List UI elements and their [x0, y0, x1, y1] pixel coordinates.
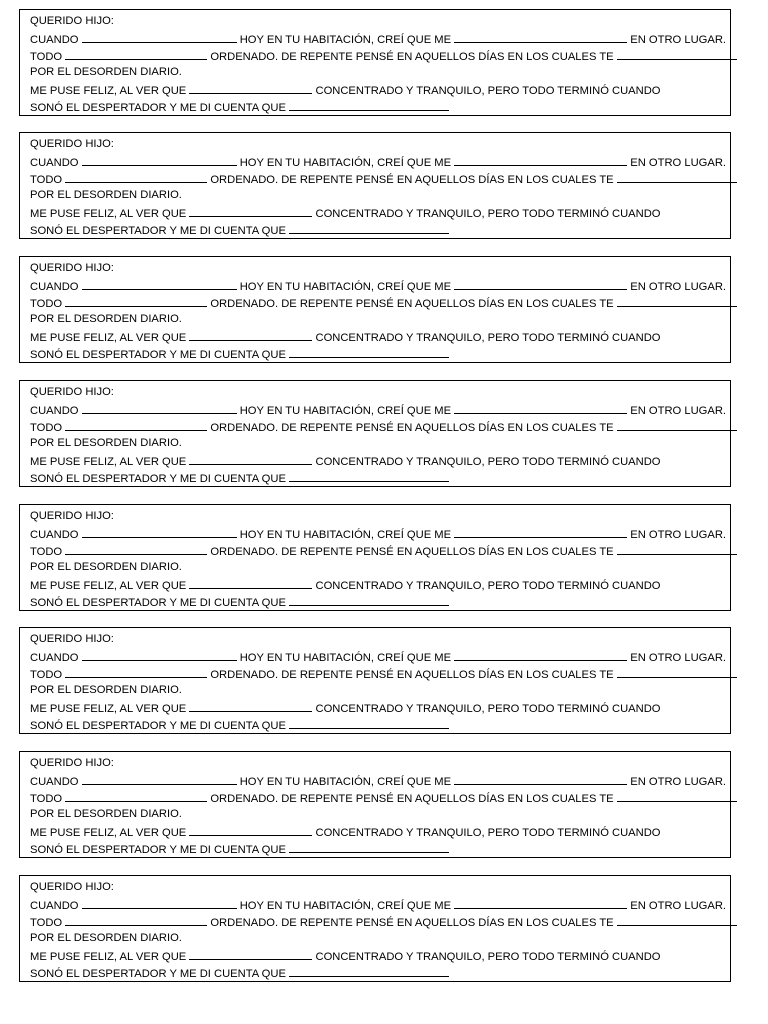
- line-desorden: [30, 932, 182, 945]
- text-otro-lugar: EN OTRO LUGAR.: [630, 776, 727, 788]
- line-despertador: [30, 842, 449, 857]
- line-todo: [30, 667, 737, 682]
- text-sono: SONÓ EL DESPERTADOR Y ME DI CUENTA QUE: [30, 968, 286, 980]
- letter-card: [19, 256, 731, 363]
- text-hoy: HOY EN TU HABITACIÓN, CREÍ QUE ME: [239, 652, 452, 664]
- text-hoy: HOY EN TU HABITACIÓN, CREÍ QUE ME: [239, 776, 452, 788]
- blank-cuales-te[interactable]: [617, 544, 737, 555]
- greeting-line: [30, 881, 114, 894]
- line-feliz: [30, 701, 660, 716]
- blank-cuando[interactable]: [82, 279, 237, 290]
- text-otro-lugar: EN OTRO LUGAR.: [630, 900, 727, 912]
- line-feliz: [30, 578, 660, 593]
- text-ordenado: ORDENADO. DE REPENTE PENSÉ EN AQUELLOS DÍAS EN LOS CUALES TE: [210, 174, 614, 186]
- text-todo: TODO: [30, 174, 63, 186]
- letter-card: [19, 504, 731, 611]
- text-desorden: POR EL DESORDEN DIARIO.: [30, 189, 182, 201]
- text-sono: SONÓ EL DESPERTADOR Y ME DI CUENTA QUE: [30, 102, 286, 114]
- line-feliz: [30, 83, 660, 98]
- text-feliz: ME PUSE FELIZ, AL VER QUE: [30, 827, 187, 839]
- blank-crei-que-me[interactable]: [454, 774, 627, 785]
- blank-cuando[interactable]: [82, 32, 237, 43]
- text-hoy: HOY EN TU HABITACIÓN, CREÍ QUE ME: [239, 405, 452, 417]
- greeting-text: QUERIDO HIJO:: [30, 510, 114, 522]
- text-cuando: CUANDO: [30, 776, 79, 788]
- line-todo: [30, 915, 737, 930]
- text-sono: SONÓ EL DESPERTADOR Y ME DI CUENTA QUE: [30, 473, 286, 485]
- blank-cuales-te[interactable]: [617, 791, 737, 802]
- line-todo: [30, 172, 737, 187]
- line-despertador: [30, 347, 449, 362]
- line-desorden: [30, 437, 182, 450]
- line-despertador: [30, 595, 449, 610]
- text-todo: TODO: [30, 669, 63, 681]
- letter-card: [19, 380, 731, 487]
- text-sono: SONÓ EL DESPERTADOR Y ME DI CUENTA QUE: [30, 720, 286, 732]
- greeting-text: QUERIDO HIJO:: [30, 262, 114, 274]
- text-feliz: ME PUSE FELIZ, AL VER QUE: [30, 208, 187, 220]
- text-todo: TODO: [30, 917, 63, 929]
- line-cuando: [30, 32, 726, 47]
- line-despertador: [30, 100, 449, 115]
- text-cuando: CUANDO: [30, 157, 79, 169]
- blank-ver-que[interactable]: [189, 206, 312, 217]
- line-feliz: [30, 949, 660, 964]
- text-ordenado: ORDENADO. DE REPENTE PENSÉ EN AQUELLOS DÍAS EN LOS CUALES TE: [210, 669, 614, 681]
- line-desorden: [30, 684, 182, 697]
- text-feliz: ME PUSE FELIZ, AL VER QUE: [30, 580, 187, 592]
- blank-ver-que[interactable]: [189, 701, 312, 712]
- text-desorden: POR EL DESORDEN DIARIO.: [30, 437, 182, 449]
- text-otro-lugar: EN OTRO LUGAR.: [630, 281, 727, 293]
- line-desorden: [30, 561, 182, 574]
- greeting-line: [30, 510, 114, 523]
- text-ordenado: ORDENADO. DE REPENTE PENSÉ EN AQUELLOS DÍAS EN LOS CUALES TE: [210, 298, 614, 310]
- greeting-text: QUERIDO HIJO:: [30, 15, 114, 27]
- text-todo: TODO: [30, 298, 63, 310]
- line-cuando: [30, 774, 726, 789]
- blank-todo[interactable]: [65, 296, 207, 307]
- letter-card: [19, 9, 731, 116]
- blank-crei-que-me[interactable]: [454, 155, 627, 166]
- text-todo: TODO: [30, 51, 63, 63]
- text-cuando: CUANDO: [30, 34, 79, 46]
- text-cuando: CUANDO: [30, 529, 79, 541]
- line-despertador: [30, 223, 449, 238]
- text-concentrado: CONCENTRADO Y TRANQUILO, PERO TODO TERMINÓ CUANDO: [315, 827, 661, 839]
- greeting-text: QUERIDO HIJO:: [30, 757, 114, 769]
- text-concentrado: CONCENTRADO Y TRANQUILO, PERO TODO TERMINÓ CUANDO: [315, 703, 661, 715]
- line-todo: [30, 420, 737, 435]
- text-sono: SONÓ EL DESPERTADOR Y ME DI CUENTA QUE: [30, 225, 286, 237]
- text-hoy: HOY EN TU HABITACIÓN, CREÍ QUE ME: [239, 34, 452, 46]
- blank-ver-que[interactable]: [189, 454, 312, 465]
- blank-crei-que-me[interactable]: [454, 279, 627, 290]
- blank-todo[interactable]: [65, 172, 207, 183]
- line-feliz: [30, 825, 660, 840]
- text-desorden: POR EL DESORDEN DIARIO.: [30, 808, 182, 820]
- text-cuando: CUANDO: [30, 652, 79, 664]
- text-otro-lugar: EN OTRO LUGAR.: [630, 157, 727, 169]
- text-concentrado: CONCENTRADO Y TRANQUILO, PERO TODO TERMINÓ CUANDO: [315, 85, 661, 97]
- blank-cuando[interactable]: [82, 155, 237, 166]
- text-concentrado: CONCENTRADO Y TRANQUILO, PERO TODO TERMINÓ CUANDO: [315, 208, 661, 220]
- greeting-text: QUERIDO HIJO:: [30, 386, 114, 398]
- line-cuando: [30, 650, 726, 665]
- line-feliz: [30, 330, 660, 345]
- text-desorden: POR EL DESORDEN DIARIO.: [30, 684, 182, 696]
- blank-cuando[interactable]: [82, 527, 237, 538]
- blank-cuales-te[interactable]: [617, 667, 737, 678]
- text-cuando: CUANDO: [30, 900, 79, 912]
- text-ordenado: ORDENADO. DE REPENTE PENSÉ EN AQUELLOS DÍAS EN LOS CUALES TE: [210, 422, 614, 434]
- text-sono: SONÓ EL DESPERTADOR Y ME DI CUENTA QUE: [30, 349, 286, 361]
- letter-card: [19, 751, 731, 858]
- letter-card: [19, 132, 731, 239]
- text-desorden: POR EL DESORDEN DIARIO.: [30, 66, 182, 78]
- blank-todo[interactable]: [65, 915, 207, 926]
- blank-crei-que-me[interactable]: [454, 403, 627, 414]
- text-desorden: POR EL DESORDEN DIARIO.: [30, 932, 182, 944]
- blank-todo[interactable]: [65, 667, 207, 678]
- blank-ver-que[interactable]: [189, 330, 312, 341]
- line-todo: [30, 49, 737, 64]
- blank-cuenta-que[interactable]: [289, 842, 449, 853]
- text-concentrado: CONCENTRADO Y TRANQUILO, PERO TODO TERMINÓ CUANDO: [315, 580, 661, 592]
- blank-cuales-te[interactable]: [617, 49, 737, 60]
- line-desorden: [30, 808, 182, 821]
- text-cuando: CUANDO: [30, 281, 79, 293]
- greeting-line: [30, 633, 114, 646]
- text-cuando: CUANDO: [30, 405, 79, 417]
- greeting-text: QUERIDO HIJO:: [30, 138, 114, 150]
- text-ordenado: ORDENADO. DE REPENTE PENSÉ EN AQUELLOS DÍAS EN LOS CUALES TE: [210, 917, 614, 929]
- text-ordenado: ORDENADO. DE REPENTE PENSÉ EN AQUELLOS DÍAS EN LOS CUALES TE: [210, 546, 614, 558]
- text-concentrado: CONCENTRADO Y TRANQUILO, PERO TODO TERMINÓ CUANDO: [315, 951, 661, 963]
- line-despertador: [30, 718, 449, 733]
- text-feliz: ME PUSE FELIZ, AL VER QUE: [30, 85, 187, 97]
- blank-ver-que[interactable]: [189, 825, 312, 836]
- blank-ver-que[interactable]: [189, 578, 312, 589]
- blank-cuenta-que[interactable]: [289, 100, 449, 111]
- blank-cuenta-que[interactable]: [289, 223, 449, 234]
- greeting-line: [30, 757, 114, 770]
- greeting-text: QUERIDO HIJO:: [30, 881, 114, 893]
- greeting-line: [30, 138, 114, 151]
- blank-todo[interactable]: [65, 420, 207, 431]
- text-todo: TODO: [30, 422, 63, 434]
- text-sono: SONÓ EL DESPERTADOR Y ME DI CUENTA QUE: [30, 597, 286, 609]
- blank-ver-que[interactable]: [189, 949, 312, 960]
- text-hoy: HOY EN TU HABITACIÓN, CREÍ QUE ME: [239, 157, 452, 169]
- text-otro-lugar: EN OTRO LUGAR.: [630, 652, 727, 664]
- line-cuando: [30, 155, 726, 170]
- line-despertador: [30, 471, 449, 486]
- text-feliz: ME PUSE FELIZ, AL VER QUE: [30, 456, 187, 468]
- blank-cuando[interactable]: [82, 650, 237, 661]
- line-desorden: [30, 189, 182, 202]
- text-feliz: ME PUSE FELIZ, AL VER QUE: [30, 332, 187, 344]
- blank-crei-que-me[interactable]: [454, 32, 627, 43]
- text-ordenado: ORDENADO. DE REPENTE PENSÉ EN AQUELLOS DÍAS EN LOS CUALES TE: [210, 51, 614, 63]
- text-sono: SONÓ EL DESPERTADOR Y ME DI CUENTA QUE: [30, 844, 286, 856]
- letter-card: [19, 875, 731, 982]
- blank-cuando[interactable]: [82, 898, 237, 909]
- letter-card: [19, 627, 731, 734]
- blank-crei-que-me[interactable]: [454, 527, 627, 538]
- line-todo: [30, 544, 737, 559]
- line-cuando: [30, 527, 726, 542]
- line-feliz: [30, 206, 660, 221]
- text-feliz: ME PUSE FELIZ, AL VER QUE: [30, 703, 187, 715]
- text-otro-lugar: EN OTRO LUGAR.: [630, 529, 727, 541]
- greeting-line: [30, 262, 114, 275]
- blank-cuenta-que[interactable]: [289, 471, 449, 482]
- blank-todo[interactable]: [65, 49, 207, 60]
- blank-ver-que[interactable]: [189, 83, 312, 94]
- blank-cuales-te[interactable]: [617, 915, 737, 926]
- text-todo: TODO: [30, 546, 63, 558]
- blank-cuales-te[interactable]: [617, 420, 737, 431]
- blank-cuenta-que[interactable]: [289, 718, 449, 729]
- text-otro-lugar: EN OTRO LUGAR.: [630, 405, 727, 417]
- blank-crei-que-me[interactable]: [454, 898, 627, 909]
- line-cuando: [30, 403, 726, 418]
- line-desorden: [30, 66, 182, 79]
- text-feliz: ME PUSE FELIZ, AL VER QUE: [30, 951, 187, 963]
- blank-todo[interactable]: [65, 544, 207, 555]
- text-hoy: HOY EN TU HABITACIÓN, CREÍ QUE ME: [239, 281, 452, 293]
- blank-cuando[interactable]: [82, 774, 237, 785]
- greeting-line: [30, 386, 114, 399]
- line-despertador: [30, 966, 449, 981]
- blank-cuando[interactable]: [82, 403, 237, 414]
- text-desorden: POR EL DESORDEN DIARIO.: [30, 313, 182, 325]
- text-todo: TODO: [30, 793, 63, 805]
- blank-crei-que-me[interactable]: [454, 650, 627, 661]
- greeting-text: QUERIDO HIJO:: [30, 633, 114, 645]
- blank-cuales-te[interactable]: [617, 172, 737, 183]
- text-ordenado: ORDENADO. DE REPENTE PENSÉ EN AQUELLOS DÍAS EN LOS CUALES TE: [210, 793, 614, 805]
- line-cuando: [30, 279, 726, 294]
- blank-cuenta-que[interactable]: [289, 595, 449, 606]
- line-cuando: [30, 898, 726, 913]
- text-desorden: POR EL DESORDEN DIARIO.: [30, 561, 182, 573]
- blank-cuenta-que[interactable]: [289, 347, 449, 358]
- text-concentrado: CONCENTRADO Y TRANQUILO, PERO TODO TERMINÓ CUANDO: [315, 456, 661, 468]
- line-todo: [30, 791, 737, 806]
- line-desorden: [30, 313, 182, 326]
- text-otro-lugar: EN OTRO LUGAR.: [630, 34, 727, 46]
- blank-todo[interactable]: [65, 791, 207, 802]
- line-todo: [30, 296, 737, 311]
- text-concentrado: CONCENTRADO Y TRANQUILO, PERO TODO TERMINÓ CUANDO: [315, 332, 661, 344]
- blank-cuales-te[interactable]: [617, 296, 737, 307]
- line-feliz: [30, 454, 660, 469]
- blank-cuenta-que[interactable]: [289, 966, 449, 977]
- greeting-line: [30, 15, 114, 28]
- text-hoy: HOY EN TU HABITACIÓN, CREÍ QUE ME: [239, 529, 452, 541]
- text-hoy: HOY EN TU HABITACIÓN, CREÍ QUE ME: [239, 900, 452, 912]
